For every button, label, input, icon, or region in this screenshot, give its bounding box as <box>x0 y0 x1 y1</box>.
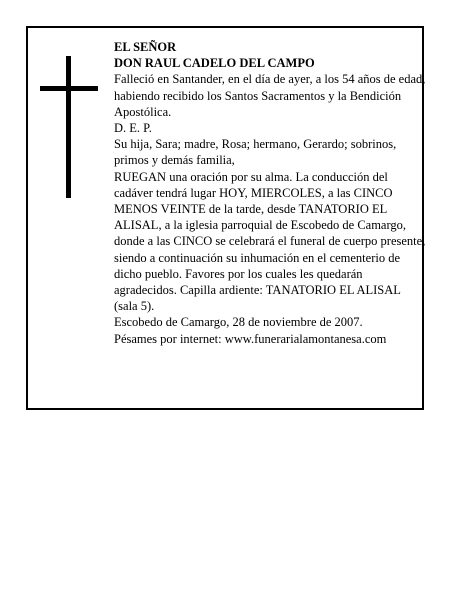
notice-text-block <box>114 39 426 347</box>
online-condolences: Pésames por internet: www.funerarialamontanesa.com <box>114 331 387 346</box>
cross-icon <box>40 56 98 198</box>
obituary-notice <box>26 26 424 410</box>
cross-horizontal-bar <box>40 86 98 91</box>
death-announcement: Falleció en Santander, en el día de ayer, a los 54 años de edad, habiendo recibido los Santos Sacramentos y la Bendición Apostólica. <box>114 72 426 119</box>
cross-vertical-bar <box>66 56 71 198</box>
rest-in-peace: D. E. P. <box>114 121 152 136</box>
notice-heading-title: EL SEÑOR <box>114 40 177 54</box>
funeral-details: RUEGAN una oración por su alma. La conducción del cadáver tendrá lugar HOY, MIERCOLES, a las CINCO MENOS VEINTE de la tarde, desde TANATORIO EL ALISAL, a la iglesia parroquial de Escobedo de Camargo, donde a las CINCO se celebrará el funeral de cuerpo presente, siendo a continuación su inhumación en el cementerio de dicho pueblo. Favores por los cuales les quedarán agradecidos. Capilla ardiente: TANATORIO EL ALISAL (sala 5). <box>114 169 426 314</box>
place-and-date: Escobedo de Camargo, 28 de noviembre de 2007. <box>114 315 363 330</box>
family-members: Su hija, Sara; madre, Rosa; hermano, Gerardo; sobrinos, primos y demás familia, <box>114 137 397 168</box>
deceased-name: DON RAUL CADELO DEL CAMPO <box>114 56 315 71</box>
